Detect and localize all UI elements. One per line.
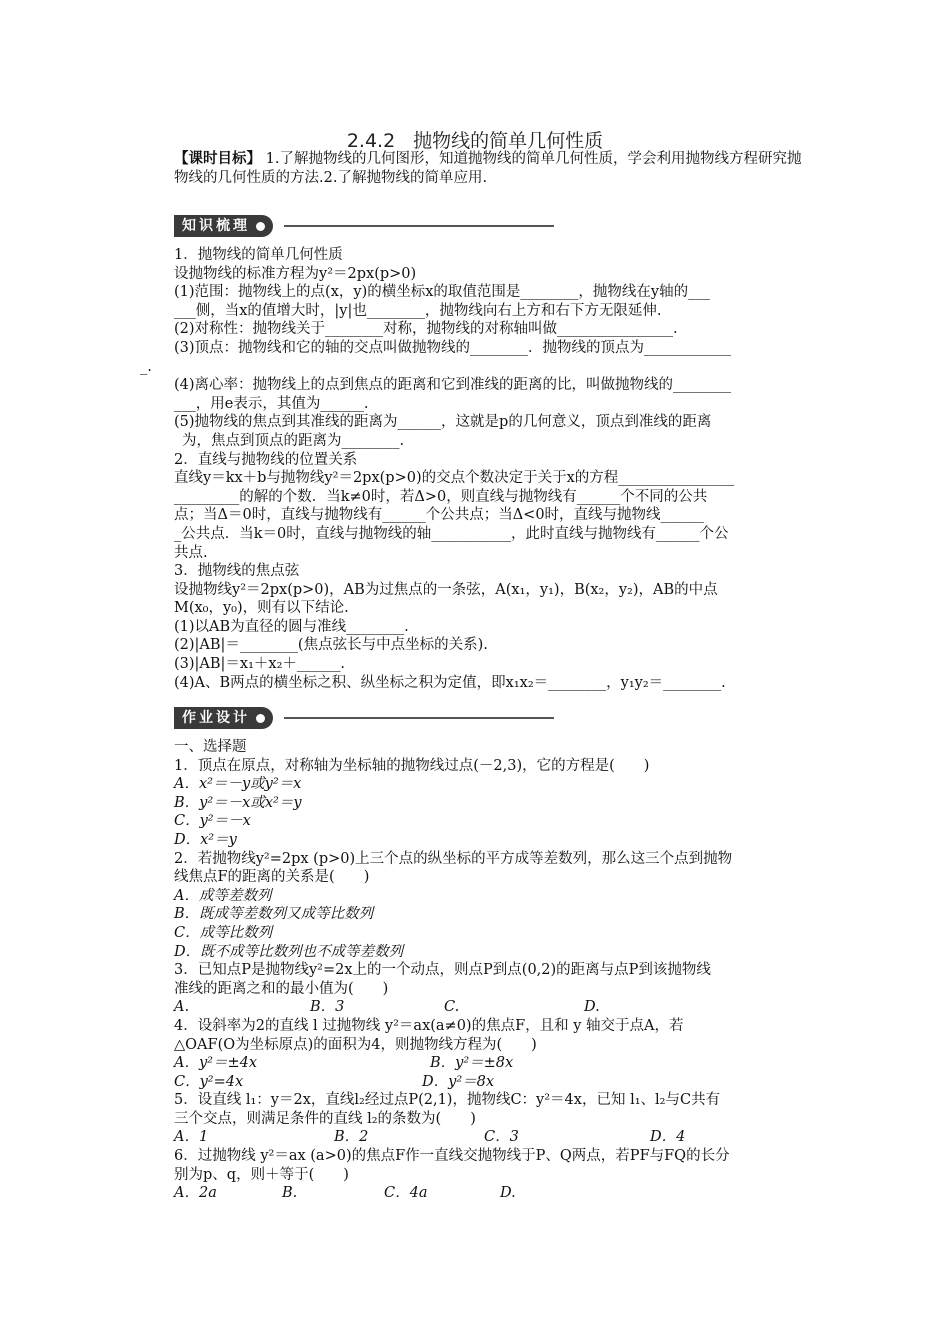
section-title: 抛物线的简单几何性质 xyxy=(413,130,604,152)
objective-block xyxy=(174,150,814,187)
question-stem: 三个交点，则满足条件的直线 l₂的条数为( ) xyxy=(174,1110,476,1127)
option-row xyxy=(174,1054,814,1073)
option: B．2 xyxy=(334,1129,369,1146)
objective-label: 【课时目标】 xyxy=(174,150,261,167)
knowledge-line: (4)A、B两点的横坐标之积、纵坐标之积为定值，即x₁x₂＝________，y₁y₂＝________. xyxy=(174,674,726,691)
section-heading: 一、选择题 xyxy=(174,739,247,755)
knowledge-line: (1)范围：抛物线上的点(x，y)的横坐标x的取值范围是________，抛物线在y轴的___ xyxy=(174,284,710,301)
objective-text: 1.了解抛物线的几何图形，知道抛物线的简单几何性质，学会利用抛物线方程研究抛物线的几何性质的方法.2.了解抛物线的简单应用. xyxy=(174,151,802,186)
bullet-dot-icon xyxy=(256,714,265,723)
question-stem: 2．若抛物线y²=2px (p>0)上三个点的纵坐标的平方成等差数列，那么这三个点到抛物 xyxy=(174,850,733,867)
option: B．y²＝－x或x²＝y xyxy=(174,794,302,811)
knowledge-line: (5)抛物线的焦点到其准线的距离为______，这就是p的几何意义，顶点到准线的距离 xyxy=(174,414,712,431)
question-stem: 线焦点F的距离的关系是( ) xyxy=(174,869,370,886)
question-stem: 别为p、q，则＋等于( ) xyxy=(174,1166,349,1183)
banner-rule xyxy=(284,225,554,227)
knowledge-line: 点；当Δ＝0时，直线与抛物线有______个公共点；当Δ<0时，直线与抛物线______ xyxy=(174,507,705,524)
option: A．y²＝±4x xyxy=(174,1055,258,1072)
option: A．1 xyxy=(174,1129,209,1146)
knowledge-line: 设抛物线的标准方程为y²＝2px(p>0) xyxy=(174,265,417,282)
option: B. xyxy=(282,1185,298,1202)
knowledge-block xyxy=(140,246,814,692)
knowledge-line: (2)对称性：抛物线关于________对称，抛物线的对称轴叫做________________. xyxy=(174,321,678,338)
banner-label: 作业设计 xyxy=(174,707,273,729)
knowledge-line: (3)|AB|＝x₁＋x₂＋______. xyxy=(174,656,346,673)
option: A. xyxy=(174,999,190,1016)
section-number: 2.4.2 xyxy=(346,130,396,152)
knowledge-line: (4)离心率：抛物线上的点到焦点的距离和它到准线的距离的比，叫做抛物线的________ xyxy=(174,377,732,394)
option: A．x²＝－y或y²＝x xyxy=(174,776,302,793)
option: C．成等比数列 xyxy=(174,924,273,941)
knowledge-line: 为，焦点到顶点的距离为________. xyxy=(182,432,405,449)
banner-homework xyxy=(174,707,554,729)
option: B．y²＝±8x xyxy=(430,1055,514,1072)
bullet-dot-icon xyxy=(256,222,265,231)
knowledge-line: 3．抛物线的焦点弦 xyxy=(174,563,300,580)
option: C．y²＝－x xyxy=(174,813,251,830)
knowledge-line: ___侧，当x的值增大时，|y|也________，抛物线向右上方和右下方无限延伸. xyxy=(174,302,662,319)
exercise-block xyxy=(174,738,814,1203)
knowledge-line: 设抛物线y²＝2px(p>0)，AB为过焦点的一条弦，A(x₁，y₁)，B(x₂，y₂)，AB的中点 xyxy=(174,581,718,598)
option: D．既不成等比数列也不成等差数列 xyxy=(174,943,404,960)
knowledge-line: 直线y＝kx＋b与抛物线y²＝2px(p>0)的交点个数决定于关于x的方程________________ xyxy=(174,470,735,487)
knowledge-line: M(x₀，y₀)，则有以下结论. xyxy=(174,600,349,617)
question-stem: △OAF(O为坐标原点)的面积为4，则抛物线方程为( ) xyxy=(174,1036,537,1053)
option-row xyxy=(174,1073,814,1092)
banner-rule xyxy=(284,717,554,719)
banner-knowledge xyxy=(174,215,554,237)
knowledge-line: 2．直线与抛物线的位置关系 xyxy=(174,451,358,468)
option: D．y²＝8x xyxy=(422,1073,495,1090)
question-stem: 3．已知点P是抛物线y²=2x上的一个动点，则点P到点(0,2)的距离与点P到该抛物线 xyxy=(174,962,711,979)
option-row xyxy=(174,1128,814,1147)
banner-label: 知识梳理 xyxy=(174,215,273,237)
option: D．4 xyxy=(650,1129,686,1146)
knowledge-line: (2)|AB|＝________(焦点弦长与中点坐标的关系). xyxy=(174,637,488,654)
page-title xyxy=(0,126,950,153)
knowledge-line: _________的解的个数．当k≠0时，若Δ>0，则直线与抛物线有______个不同的公共 xyxy=(174,488,708,505)
question-stem: 准线的距离之和的最小值为( ) xyxy=(174,980,389,997)
option: D. xyxy=(500,1185,516,1202)
knowledge-line: 共点. xyxy=(174,544,208,561)
knowledge-line: _. xyxy=(140,358,152,375)
knowledge-line: (3)顶点：抛物线和它的轴的交点叫做抛物线的________．抛物线的顶点为____________ xyxy=(174,339,732,356)
question-stem: 6．过抛物线 y²＝ax (a>0)的焦点F作一直线交抛物线于P、Q两点，若PF与FQ的长分 xyxy=(174,1148,730,1165)
option: C．y²=4x xyxy=(174,1073,244,1090)
option: C．4a xyxy=(384,1185,428,1202)
option: C. xyxy=(444,999,460,1016)
option: C．3 xyxy=(484,1129,519,1146)
question-stem: 1．顶点在原点，对称轴为坐标轴的抛物线过点(－2,3)，它的方程是( ) xyxy=(174,757,650,774)
option: D．x²＝y xyxy=(174,831,237,848)
option: A．2a xyxy=(174,1185,217,1202)
option-row xyxy=(174,998,814,1017)
option-row xyxy=(174,1184,814,1203)
option: B．3 xyxy=(310,999,345,1016)
option: A．成等差数列 xyxy=(174,887,272,904)
question-stem: 4．设斜率为2的直线 l 过抛物线 y²＝ax(a≠0)的焦点F，且和 y 轴交于点A，若 xyxy=(174,1017,684,1034)
option: D. xyxy=(584,999,600,1016)
option: B．既成等差数列又成等比数列 xyxy=(174,906,374,923)
knowledge-line: 1．抛物线的简单几何性质 xyxy=(174,247,343,263)
knowledge-line: (1)以AB为直径的圆与准线________. xyxy=(174,618,409,635)
knowledge-line: _公共点．当k＝0时，直线与抛物线的轴___________，此时直线与抛物线有______个公 xyxy=(174,525,729,542)
question-stem: 5．设直线 l₁：y＝2x，直线l₂经过点P(2,1)，抛物线C：y²＝4x，已知 l₁、l₂与C共有 xyxy=(174,1092,721,1109)
knowledge-line: ___，用e表示，其值为______. xyxy=(174,395,369,412)
